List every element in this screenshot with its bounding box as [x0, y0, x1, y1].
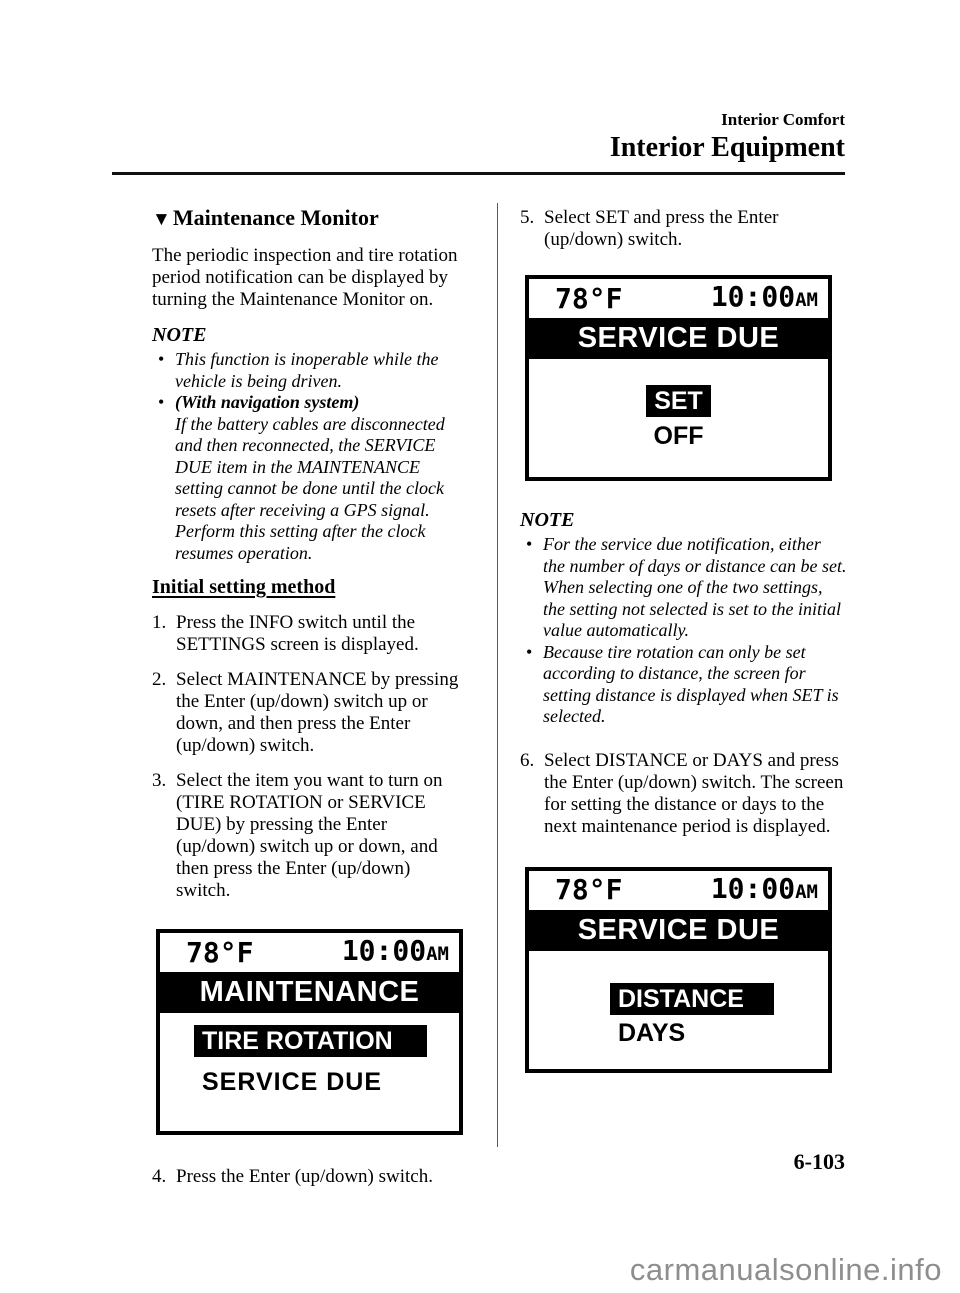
- lcd-temperature: 78°F: [555, 873, 623, 906]
- note-item: [520, 642, 847, 728]
- lcd-clock-time: 10:00: [341, 934, 427, 967]
- note-list: [520, 534, 847, 728]
- note-item-lead: • (With navigation system): [175, 392, 360, 412]
- step-text: Press the INFO switch until the SETTINGS screen is displayed.: [176, 612, 419, 655]
- step-number: 4.: [152, 1166, 167, 1187]
- note-item-text: If the battery cables are disconnected and then reconnected, the SERVICE DUE item in the MAINTENANCE setting cannot be done until the clock resets after receiving a GPS signal. Perform this setting after the clock resumes operation.: [175, 413, 445, 563]
- lcd-title-bar: SERVICE DUE: [529, 318, 828, 359]
- lcd-title-bar: MAINTENANCE: [160, 972, 459, 1013]
- step-number: 2.: [152, 669, 167, 690]
- step-number: 5.: [520, 207, 535, 228]
- page-header: [610, 110, 845, 164]
- step-item-3: [152, 770, 467, 902]
- lcd-status-row: [529, 871, 828, 910]
- note-item: [520, 534, 847, 642]
- lcd-clock: [710, 280, 818, 313]
- step-text: Select MAINTENANCE by pressing the Enter (up/down) switch up or down, and then press the Enter (up/down) switch.: [176, 669, 459, 756]
- lcd-clock: [710, 871, 818, 905]
- step-text: Select SET and press the Enter (up/down) switch.: [544, 207, 779, 250]
- step-item-5: [520, 207, 847, 251]
- step-item-2: [152, 669, 467, 757]
- step-item-1: [152, 612, 467, 656]
- column-divider: [497, 203, 498, 1147]
- lcd-display-service-distance: [525, 867, 832, 1073]
- header-rule: [112, 172, 845, 175]
- lcd-temperature: 78°F: [186, 935, 254, 969]
- note-block-right: [520, 509, 847, 728]
- intro-paragraph: The periodic inspection and tire rotation period notification can be displayed by turning the Maintenance Monitor on.: [152, 245, 458, 310]
- lcd-menu-item-selected: SET: [646, 385, 711, 417]
- step-item-6: [520, 750, 847, 838]
- lcd-clock-time: 10:00: [710, 871, 796, 905]
- lcd-clock-ampm: AM: [795, 289, 818, 311]
- lcd-clock: [341, 934, 449, 967]
- lcd-menu-area: [529, 359, 828, 477]
- left-column: [152, 205, 467, 1188]
- lcd-menu-item: DAYS: [618, 1018, 686, 1047]
- section-marker-icon: ▼: [152, 209, 173, 230]
- note-item: [152, 392, 467, 564]
- step-item-4: [152, 1166, 467, 1188]
- step-text: Select DISTANCE or DAYS and press the Enter (up/down) switch. The screen for setting the distance or days to the next maintenance period is displayed.: [544, 749, 844, 837]
- lcd-menu-item: SERVICE DUE: [202, 1068, 383, 1096]
- lcd-display-maintenance: [156, 929, 463, 1135]
- lcd-menu-item-selected: TIRE ROTATION: [194, 1025, 427, 1057]
- note-item-text: This function is inoperable while the vehicle is being driven.: [175, 349, 439, 391]
- lcd-status-row: [160, 933, 459, 972]
- note-item-text: Because tire rotation can only be set according to distance, the screen for setting distance is displayed when SET is selected.: [543, 641, 839, 726]
- step-number: 1.: [152, 612, 167, 633]
- page-number: 6-103: [793, 1149, 845, 1174]
- lcd-clock-ampm: AM: [426, 943, 449, 965]
- note-block-left: [152, 324, 467, 564]
- watermark: carmanualsonline.info: [629, 1252, 942, 1287]
- step-number: 3.: [152, 770, 167, 791]
- section-heading: [152, 205, 467, 233]
- lcd-menu-area: [529, 951, 828, 1069]
- note-item: [152, 349, 467, 392]
- lcd-display-service-set: [525, 275, 832, 481]
- header-section-label: Interior Comfort: [721, 110, 845, 129]
- step-text: Press the Enter (up/down) switch.: [176, 1166, 433, 1187]
- lcd-menu-area: [160, 1013, 459, 1131]
- note-label: NOTE: [152, 324, 207, 346]
- lcd-clock-time: 10:00: [710, 280, 796, 313]
- lcd-temperature: 78°F: [555, 281, 623, 315]
- note-label: NOTE: [520, 509, 575, 531]
- right-column: [520, 207, 847, 1073]
- step-number: 6.: [520, 749, 535, 771]
- lcd-title-bar: SERVICE DUE: [529, 910, 828, 951]
- step-text: Select the item you want to turn on (TIRE ROTATION or SERVICE DUE) by pressing the Enter (up/down) switch up or down, and then press the Enter (up/down) switch.: [176, 770, 443, 901]
- note-list: [152, 349, 467, 564]
- note-item-text: For the service due notification, either the number of days or distance can be set. When selecting one of the two settings, the setting not selected is set to the initial value automatically.: [543, 534, 847, 640]
- lcd-status-row: [529, 279, 828, 318]
- subsection-heading: Initial setting method: [152, 576, 336, 598]
- section-heading-text: Maintenance Monitor: [172, 205, 379, 230]
- lcd-clock-ampm: AM: [795, 880, 818, 903]
- page-title: Interior Equipment: [609, 132, 845, 163]
- lcd-menu-item-selected: DISTANCE: [610, 983, 774, 1015]
- lcd-menu-item: OFF: [653, 422, 704, 450]
